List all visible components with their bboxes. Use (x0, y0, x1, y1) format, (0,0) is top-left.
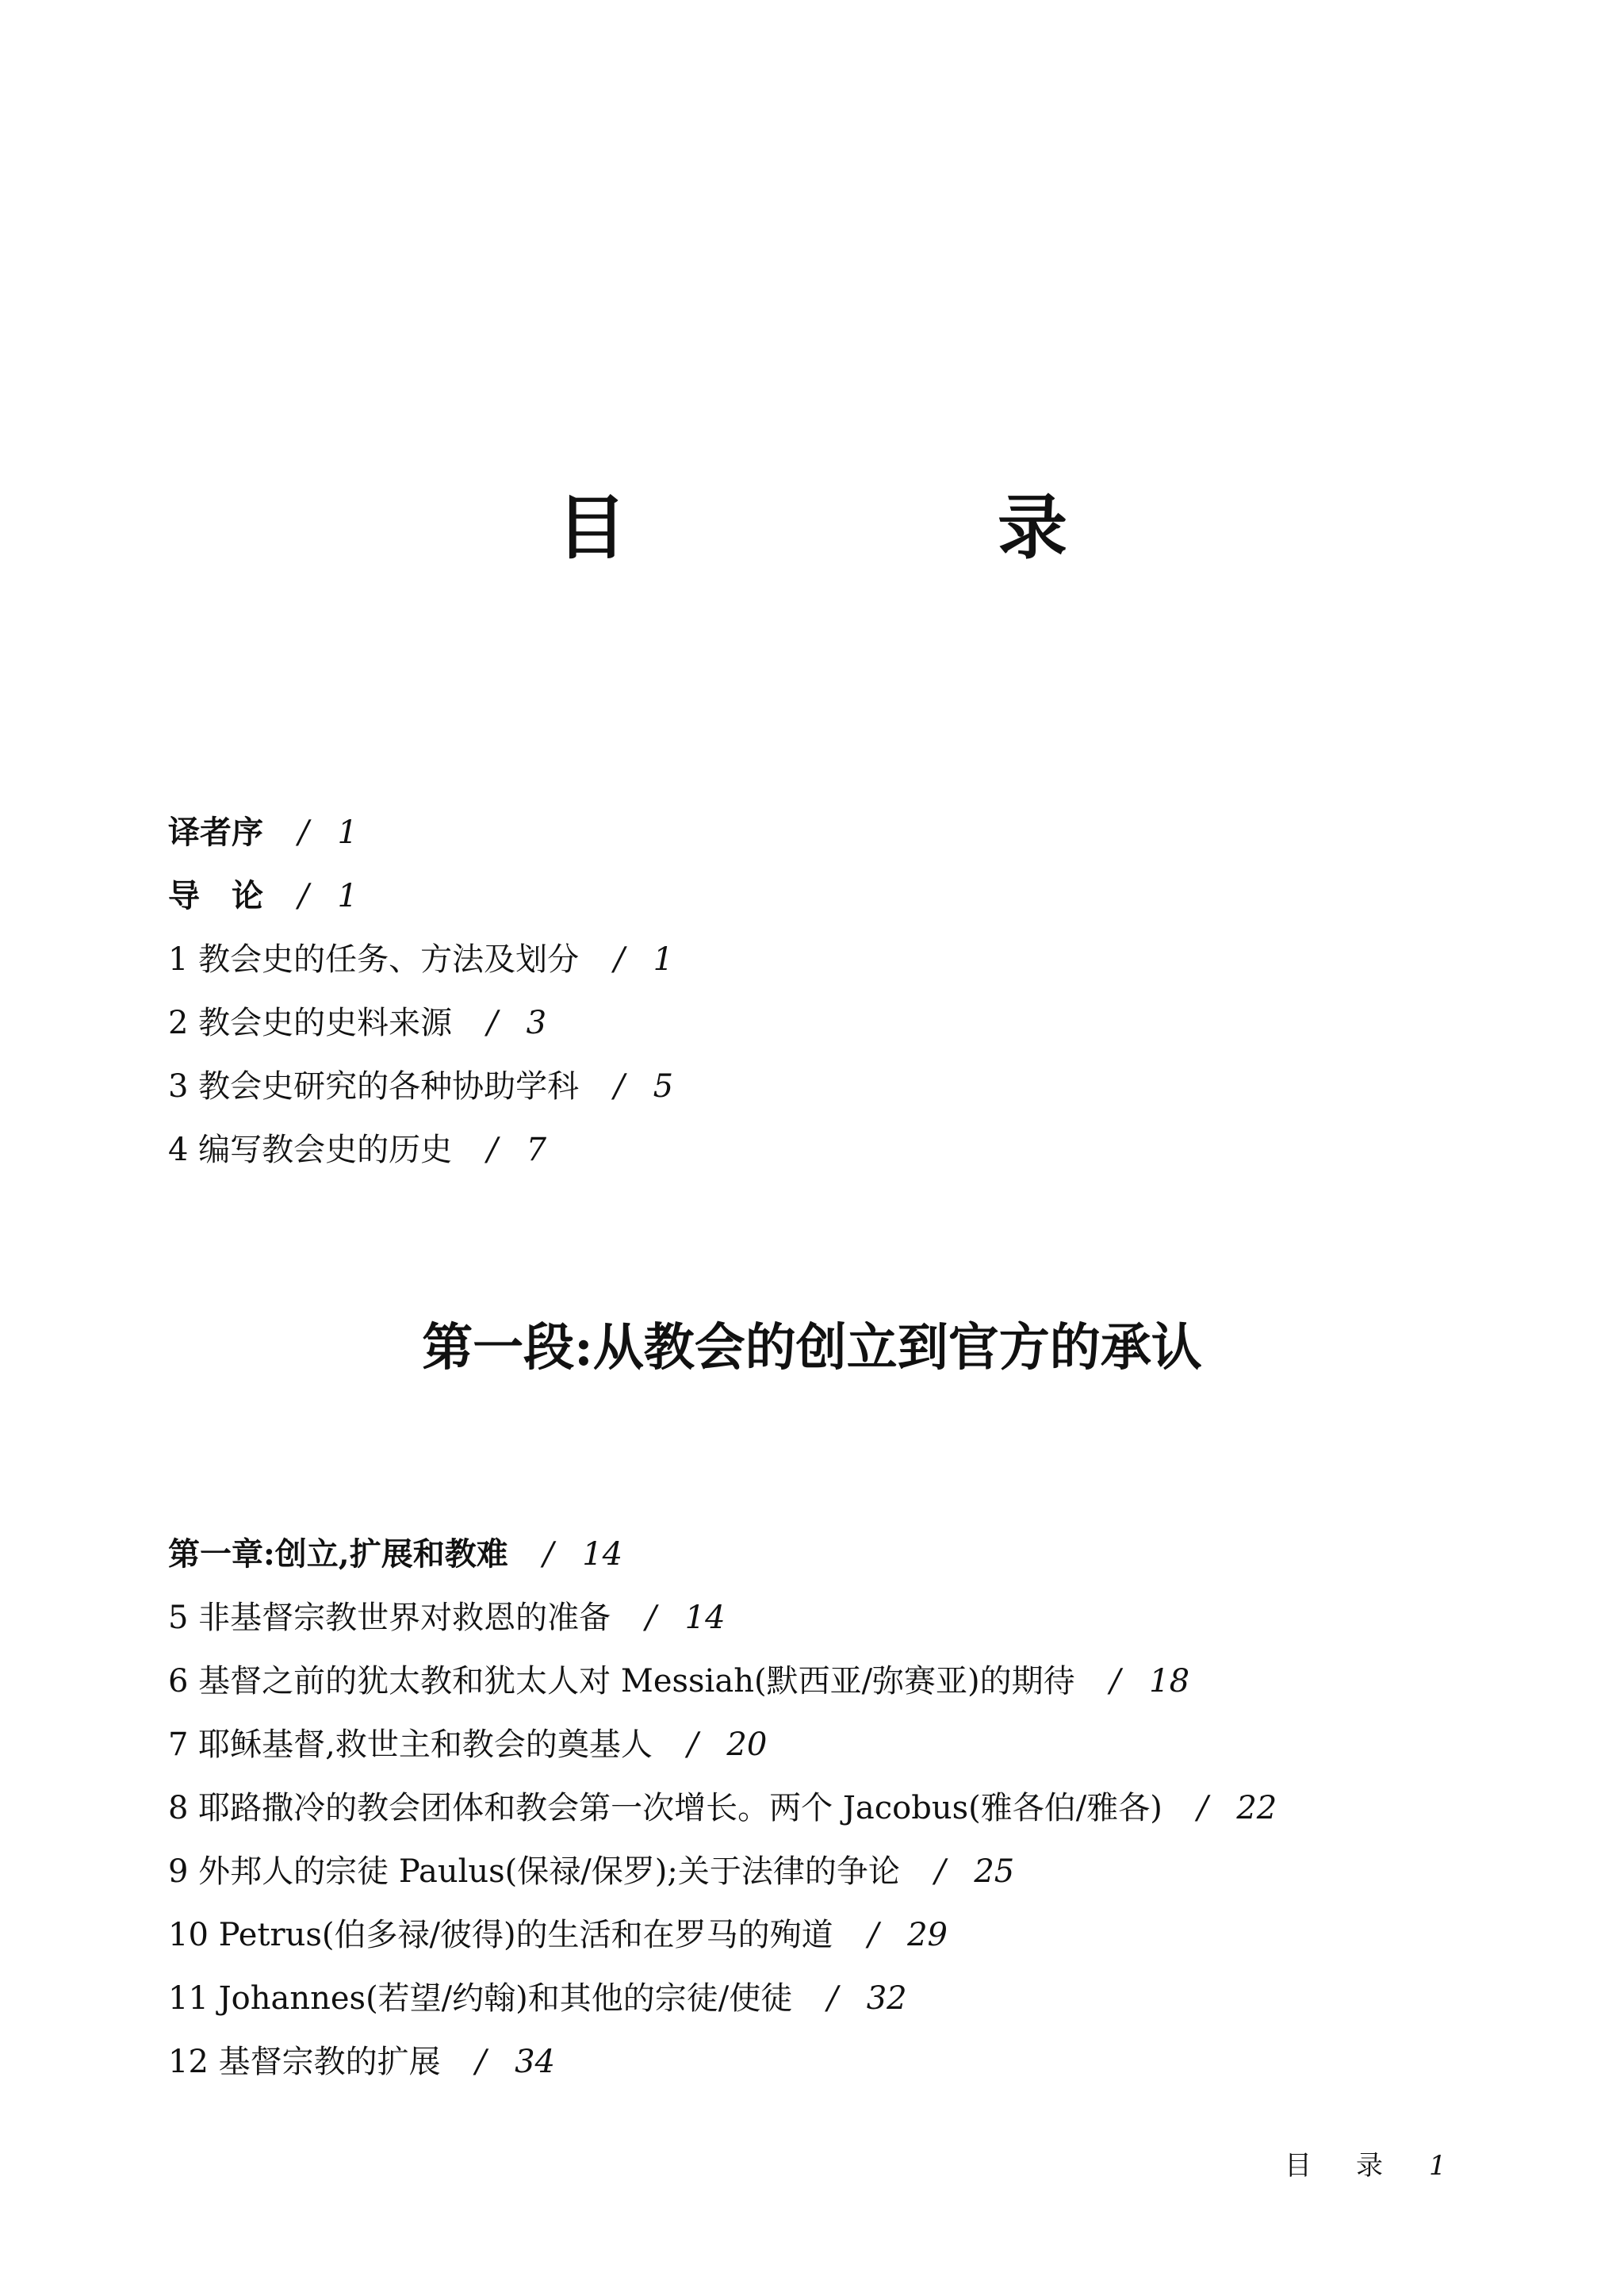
toc-entry-page: 32 (866, 1980, 907, 2017)
toc-entry-page: 3 (526, 1005, 547, 1041)
toc-entry-page: 1 (337, 814, 358, 851)
toc-entry[interactable] (168, 1967, 1516, 2030)
toc-entry[interactable] (168, 864, 1516, 928)
toc-entry-label: 3 教会史研究的各种协助学科 (168, 1068, 580, 1105)
toc-entry[interactable] (168, 928, 1516, 991)
page-footer (1285, 2146, 1446, 2186)
toc-entry-page: 14 (582, 1536, 623, 1573)
toc-entry-label: 4 编写教会史的历史 (168, 1132, 453, 1168)
toc-entry-label: 11 Johannes(若望/约翰)和其他的宗徒/使徒 (168, 1980, 793, 2017)
toc-entry[interactable] (168, 1055, 1516, 1118)
toc-entry-page: 22 (1236, 1790, 1277, 1826)
section-title: 第一段:从教会的创立到官方的承认 (422, 1318, 1202, 1378)
toc-entry-label: 6 基督之前的犹太教和犹太人对 Messiah(默西亚/弥赛亚)的期待 (168, 1663, 1075, 1700)
toc-entry-page: 14 (684, 1600, 726, 1636)
toc-entry-separator: / (542, 1536, 554, 1573)
toc-entry[interactable] (168, 1586, 1516, 1650)
toc-entry-page: 34 (515, 2044, 556, 2080)
toc-entry-separator: / (298, 878, 309, 914)
toc-entry-page: 29 (907, 1917, 948, 1953)
toc-entry-separator: / (614, 1068, 625, 1105)
toc-entry-separator: / (298, 814, 309, 851)
chapter-one-list (168, 1523, 1516, 2094)
toc-entry-label: 译者序 (168, 814, 263, 851)
toc-entry-page: 25 (974, 1853, 1015, 1890)
toc-entry[interactable] (168, 1118, 1516, 1182)
toc-entry-separator: / (475, 2044, 487, 2080)
footer-running-head: 目录 (1285, 2150, 1427, 2182)
toc-entry-label: 10 Petrus(伯多禄/彼得)的生活和在罗马的殉道 (168, 1917, 833, 1953)
toc-entry[interactable] (168, 1650, 1516, 1713)
toc-entry-page: 20 (726, 1726, 768, 1763)
toc-entry-label: 12 基督宗教的扩展 (168, 2044, 441, 2080)
toc-entry-label: 9 外邦人的宗徒 Paulus(保禄/保罗);关于法律的争论 (168, 1853, 900, 1890)
toc-entry-page: 1 (337, 878, 358, 914)
toc-entry[interactable] (168, 1903, 1516, 1967)
toc-entry-separator: / (687, 1726, 699, 1763)
toc-entry-label: 2 教会史的史料来源 (168, 1005, 453, 1041)
toc-entry-label: 8 耶路撒冷的教会团体和教会第一次增长。两个 Jacobus(雅各伯/雅各) (168, 1790, 1162, 1826)
toc-entry-page: 18 (1149, 1663, 1190, 1700)
toc-entry-separator: / (487, 1132, 498, 1168)
toc-entry[interactable] (168, 1776, 1516, 1840)
toc-entry-separator: / (934, 1853, 946, 1890)
toc-entry-separator: / (1109, 1663, 1121, 1700)
page-title: 目 录 (556, 486, 1218, 569)
toc-entry[interactable] (168, 991, 1516, 1055)
toc-entry-label: 1 教会史的任务、方法及划分 (168, 941, 580, 978)
toc-entry-label: 7 耶稣基督,救世主和教会的奠基人 (168, 1726, 653, 1763)
toc-entry-separator: / (1197, 1790, 1208, 1826)
toc-entry-separator: / (614, 941, 625, 978)
toc-entry[interactable] (168, 1840, 1516, 1903)
toc-entry-label: 导 论 (168, 877, 263, 914)
toc-entry-page: 1 (653, 941, 674, 978)
toc-entry-separator: / (487, 1005, 498, 1041)
front-matter-list (168, 801, 1516, 1182)
toc-entry-separator: / (645, 1600, 657, 1636)
toc-entry[interactable] (168, 1523, 1516, 1586)
toc-entry-page: 7 (526, 1132, 547, 1168)
toc-entry-separator: / (868, 1917, 879, 1953)
toc-entry-separator: / (827, 1980, 838, 2017)
toc-entry[interactable] (168, 2030, 1516, 2094)
toc-entry[interactable] (168, 801, 1516, 864)
toc-entry-label: 5 非基督宗教世界对救恩的准备 (168, 1600, 611, 1636)
toc-entry[interactable] (168, 1713, 1516, 1776)
toc-entry-page: 5 (653, 1068, 674, 1105)
toc-entry-label: 第一章:创立,扩展和教难 (168, 1535, 508, 1573)
footer-page-number: 1 (1429, 2150, 1446, 2182)
